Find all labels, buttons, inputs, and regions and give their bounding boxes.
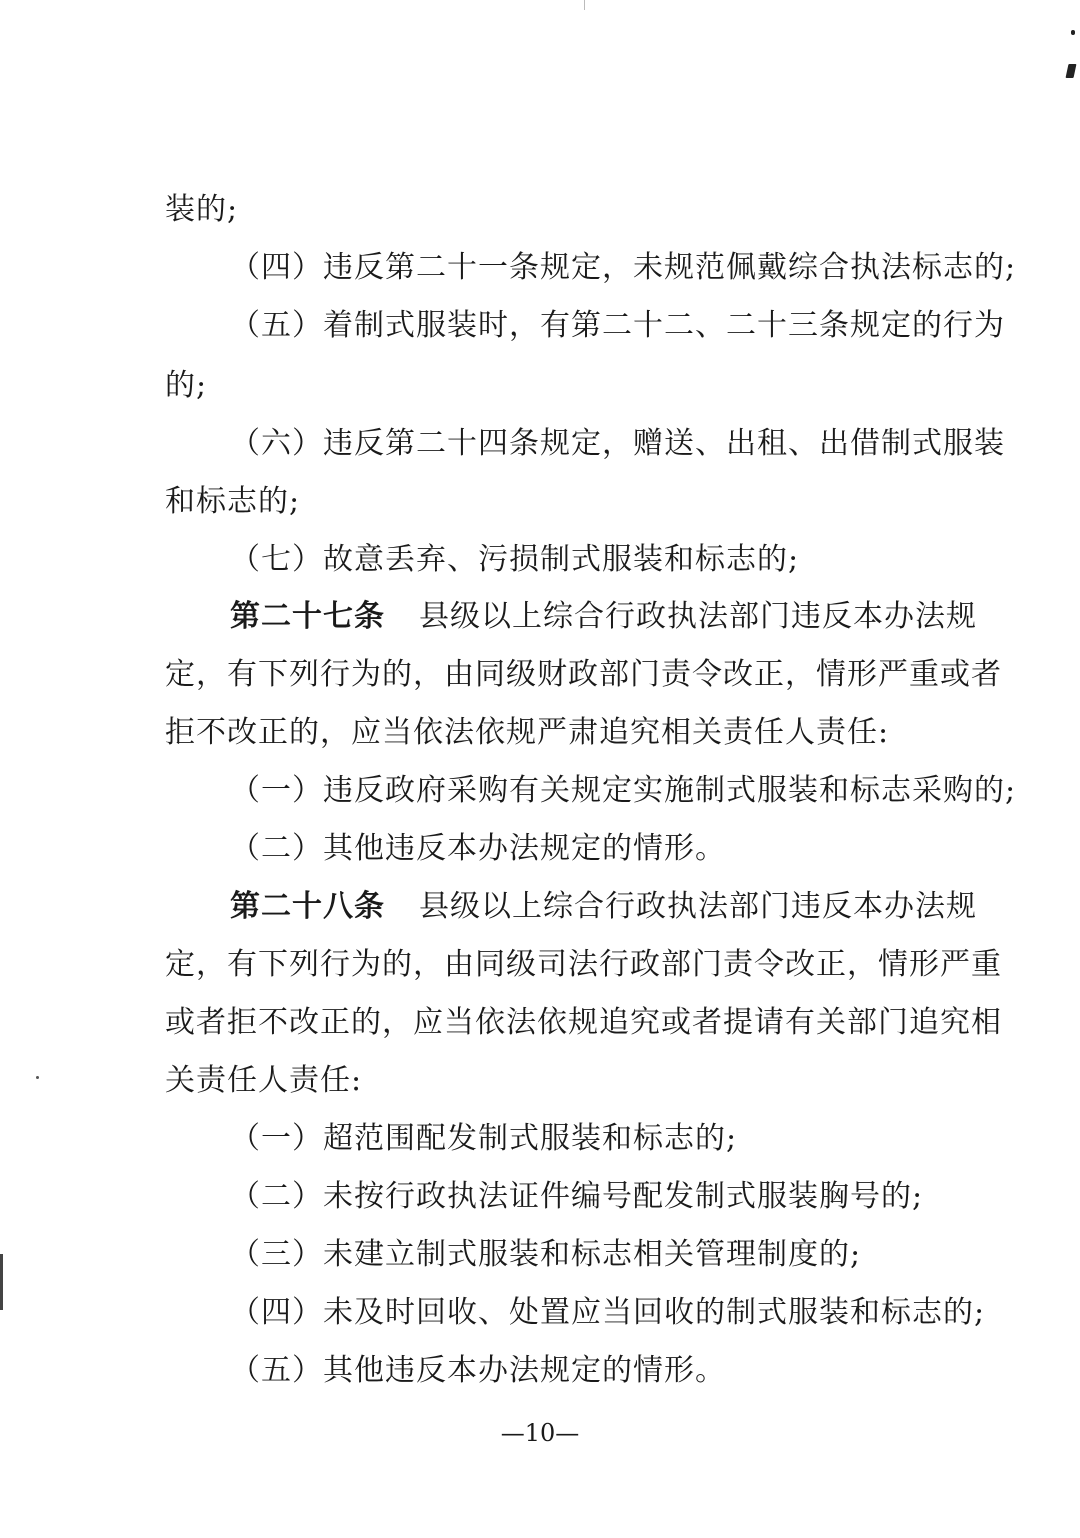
- text-line: 的;: [165, 368, 208, 403]
- text-line: 关责任人责任:: [165, 1063, 363, 1098]
- article-28-first-line: [230, 887, 975, 927]
- text-line: 和标志的;: [165, 484, 301, 519]
- list-item-2: （二）未按行政执法证件编号配发制式服装胸号的;: [230, 1179, 924, 1214]
- list-item-4: （四）违反第二十一条规定，未规范佩戴综合执法标志的;: [230, 250, 1017, 285]
- scan-artifact: [584, 0, 585, 10]
- list-item-5: （五）其他违反本办法规定的情形。: [230, 1353, 726, 1388]
- list-item-3: （三）未建立制式服装和标志相关管理制度的;: [230, 1237, 862, 1272]
- article-28-heading: 第二十八条: [230, 889, 385, 924]
- list-item-6: （六）违反第二十四条规定，赠送、出租、出借制式服装: [230, 426, 1005, 461]
- text-line: 或者拒不改正的，应当依法依规追究或者提请有关部门追究相: [165, 1005, 1002, 1040]
- page-number: —10—: [500, 1419, 580, 1447]
- scan-artifact: [1071, 30, 1075, 35]
- list-item-1: （一）违反政府采购有关规定实施制式服装和标志采购的;: [230, 773, 1017, 808]
- scan-artifact: [0, 1254, 3, 1310]
- list-item-5: （五）着制式服装时，有第二十二、二十三条规定的行为: [230, 308, 1005, 343]
- list-item-1: （一）超范围配发制式服装和标志的;: [230, 1121, 738, 1156]
- article-27-first-line: [230, 597, 975, 637]
- text-line: 定，有下列行为的，由同级财政部门责令改正，情形严重或者: [165, 657, 1002, 692]
- list-item-4: （四）未及时回收、处置应当回收的制式服装和标志的;: [230, 1295, 986, 1330]
- scan-artifact: [36, 1076, 39, 1079]
- article-27-text: 县级以上综合行政执法部门违反本办法规: [419, 599, 977, 634]
- text-line: 装的;: [165, 192, 239, 227]
- text-line: 拒不改正的，应当依法依规严肃追究相关责任人责任:: [165, 715, 890, 750]
- scan-artifact: [1066, 64, 1077, 78]
- list-item-7: （七）故意丢弃、污损制式服装和标志的;: [230, 542, 800, 577]
- list-item-2: （二）其他违反本办法规定的情形。: [230, 831, 726, 866]
- text-line: 定，有下列行为的，由同级司法行政部门责令改正，情形严重: [165, 947, 1002, 982]
- article-27-heading: 第二十七条: [230, 599, 385, 634]
- article-28-text: 县级以上综合行政执法部门违反本办法规: [419, 889, 977, 924]
